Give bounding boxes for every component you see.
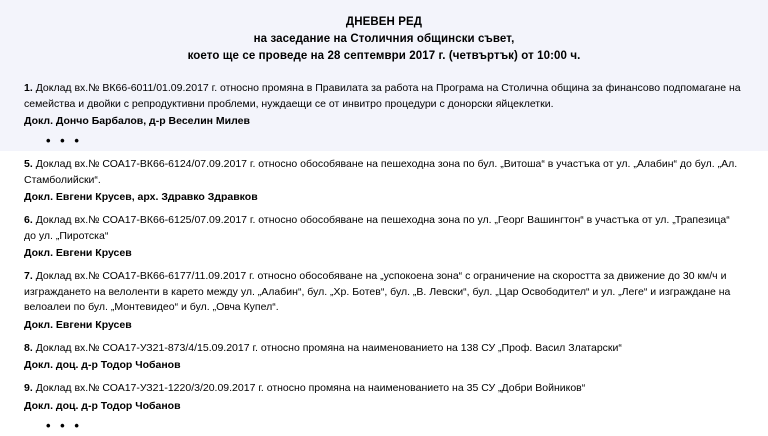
agenda-item-description: Доклад вх.№ СОА17-УЗ21-1220/3/20.09.2017 г. относно промяна на наименованието на 35 СУ „Добри Войников“	[35, 382, 586, 394]
agenda-item-reporter: Докл. Евгени Крусев	[24, 318, 132, 331]
agenda-item-number: 1.	[24, 82, 33, 94]
agenda-item-number: 7.	[24, 270, 33, 282]
agenda-item-number: 6.	[24, 214, 33, 226]
agenda-item-text	[24, 157, 744, 188]
agenda-item-text	[24, 269, 744, 316]
agenda-item-description: Доклад вх.№ СОА17-ВК66-6125/07.09.2017 г. относно обособяване на пешеходна зона по ул. „Георг Вашингтон“ в участъка от ул. „Трапезица“ до ул. „Пиротска“	[24, 214, 730, 242]
agenda-item-number: 8.	[24, 341, 33, 354]
agenda-item-reporter: Докл. доц. д-р Тодор Чобанов	[24, 359, 181, 371]
agenda-item-reporter: Докл. Евгени Крусев, арх. Здравко Здравков	[24, 191, 258, 203]
agenda-item-description: Доклад вх.№ СОА17-ВК66-6177/11.09.2017 г. относно обособяване на „успокоена зона“ с ограничение на скоростта за движение до 30 км/ч и изграждането на велоленти в карето между ул. „Алабин“, бул. „Хр. Ботев“, бул. „В. Левски“, бул. „Цар Освободител“ и ул. „Леге“ и изграждане на велоалеи по бул. „Монтевидео“ и бул. „Овча Купел“.	[24, 270, 731, 313]
agenda-item	[20, 75, 748, 131]
agenda-item-number: 5.	[24, 158, 33, 170]
agenda-item-reporter: Докл. Евгени Крусев	[24, 247, 132, 259]
document-subtitle-line-1: на заседание на Столичния общински съвет,	[253, 33, 515, 45]
agenda-ellipsis: • • •	[46, 417, 82, 433]
agenda-ellipsis: • • •	[46, 133, 82, 148]
agenda-group-second	[0, 151, 768, 436]
agenda-item-description: Доклад вх.№ СОА17-ВК66-6124/07.09.2017 г. относно обособяване на пешеходна зона по бул. „Витоша“ в участъка от ул. „Алабин“ до бул. „Ал. Стамболийски“.	[24, 158, 738, 186]
agenda-item-description: Доклад вх.№ ВК66-6011/01.09.2017 г. относно промяна в Правилата за работа на Програма на Столична община за финансово подпомагане на семейства и двойки с репродуктивни проблеми, нуждаещи се от инвитро процедури с донорски яйцеклетки.	[24, 82, 741, 110]
document-subtitle-line-2: което ще се проведе на 28 септември 2017 г. (четвъртък) от 10:00 ч.	[187, 50, 581, 62]
document-header	[0, 0, 768, 75]
agenda-item-text	[24, 341, 744, 357]
agenda-item	[20, 207, 748, 263]
agenda-item	[20, 375, 748, 416]
agenda-group-first	[0, 75, 768, 151]
agenda-item-reporter: Докл. Дончо Барбалов, д-р Веселин Милев	[24, 115, 250, 127]
agenda-item	[20, 151, 748, 207]
document-title: ДНЕВЕН РЕД	[345, 16, 423, 28]
agenda-item-text	[24, 213, 744, 244]
agenda-item	[20, 335, 748, 376]
agenda-item-text	[24, 81, 744, 112]
agenda-item-reporter: Докл. доц. д-р Тодор Чобанов	[24, 399, 181, 412]
agenda-item-text	[24, 381, 744, 397]
agenda-item	[20, 263, 748, 335]
agenda-item-number: 9.	[24, 382, 33, 394]
agenda-item-description: Доклад вх.№ СОА17-УЗ21-873/4/15.09.2017 г. относно промяна на наименованието на 138 СУ „Проф. Васил Златарски“	[35, 341, 622, 354]
